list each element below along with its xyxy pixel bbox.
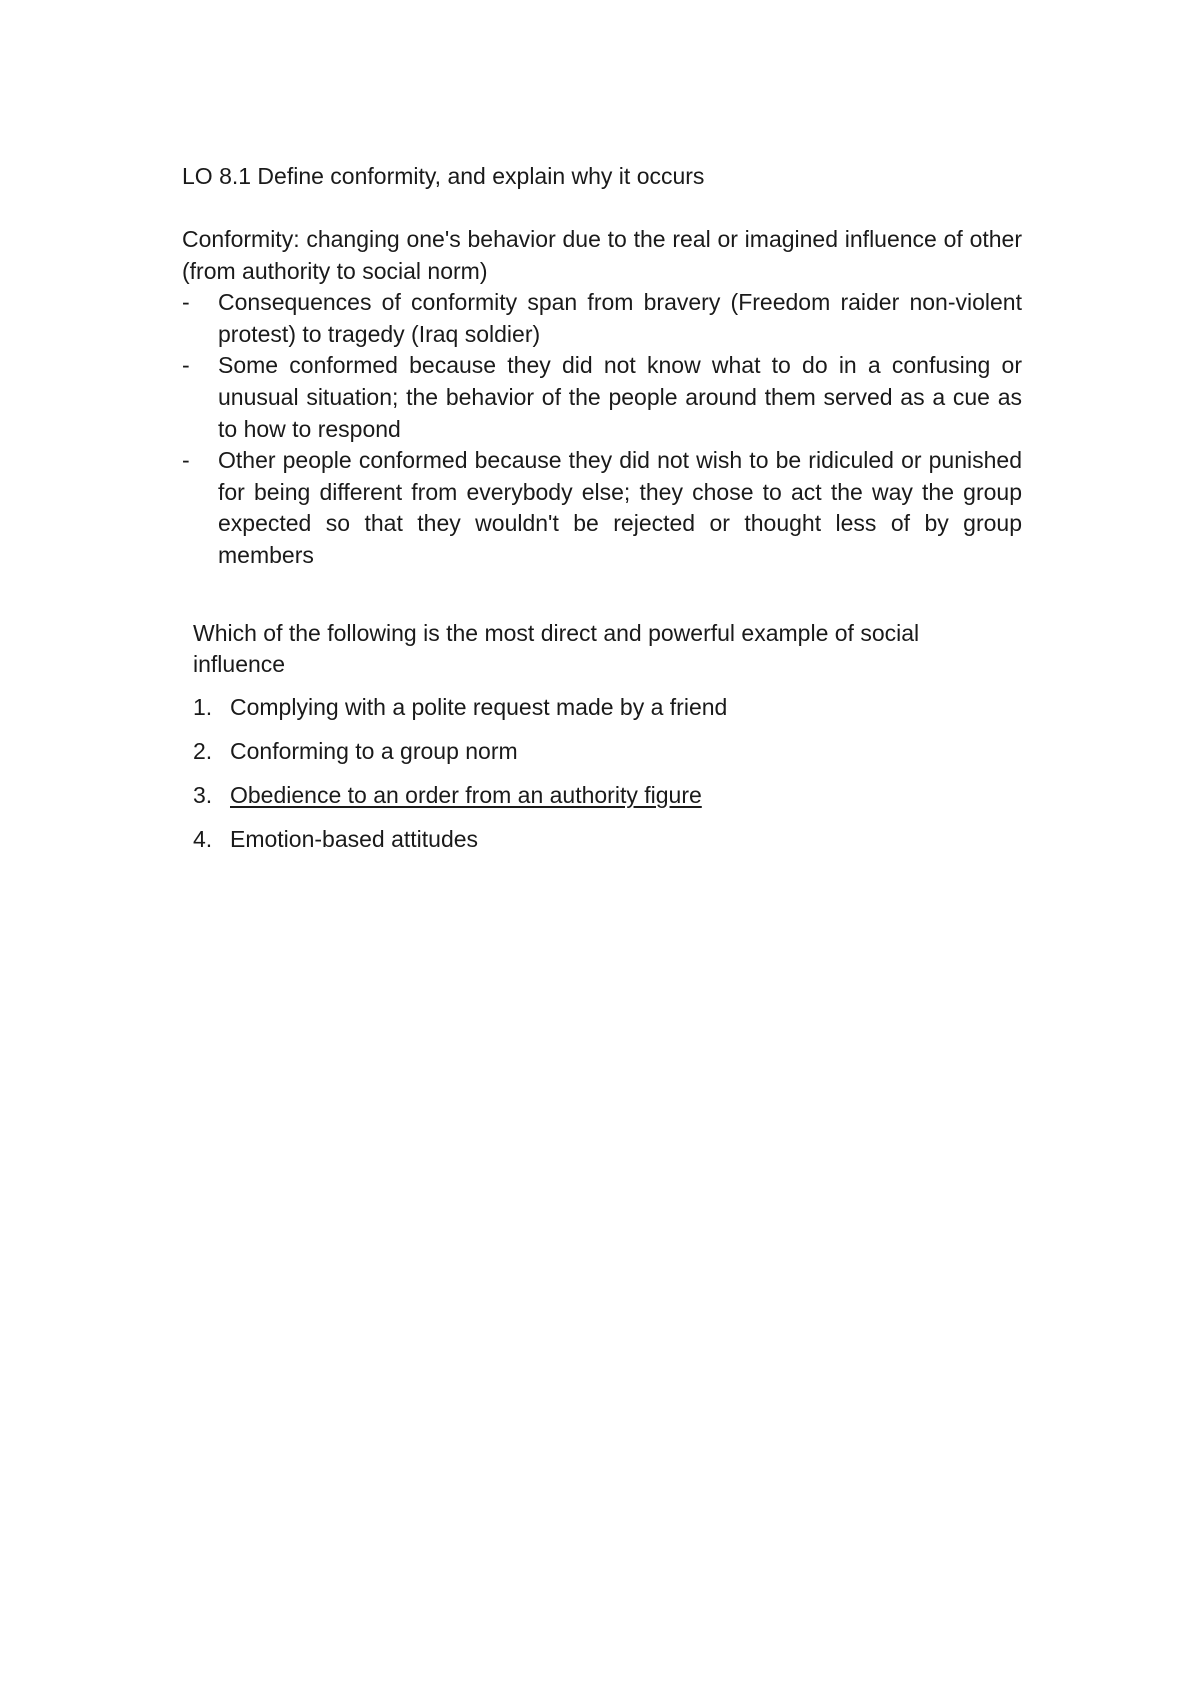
learning-objective-heading: LO 8.1 Define conformity, and explain why it occurs	[182, 163, 705, 189]
option-text: Complying with a polite request made by a friend	[230, 694, 728, 720]
option-number: 4.	[193, 826, 213, 852]
answer-option-4	[193, 824, 993, 855]
dash-marker: -	[182, 352, 190, 379]
list-item	[182, 287, 1022, 350]
option-number: 3.	[193, 782, 213, 808]
definition-section	[182, 224, 1022, 572]
option-text: Emotion-based attitudes	[230, 826, 479, 852]
conformity-definition: Conformity: changing one's behavior due to the real or imagined influence of other (from authority to social norm)	[182, 226, 1022, 284]
list-item	[182, 445, 1022, 571]
answer-option-1	[193, 692, 993, 723]
list-item	[182, 350, 1022, 445]
bullet-text: Other people conformed because they did not wish to be ridiculed or punished for being different from everybody else; they chose to act the way the group expected so that they wouldn't be rejected or thought less of by group members	[218, 447, 1022, 568]
answer-option-3	[193, 780, 993, 811]
answer-option-2	[193, 736, 993, 767]
bullet-text: Some conformed because they did not know what to do in a confusing or unusual situation; the behavior of the people around them served as a cue as to how to respond	[218, 352, 1022, 442]
question-section	[193, 618, 993, 868]
question-text: Which of the following is the most direct and powerful example of social influence	[193, 620, 920, 677]
correct-answer-text: Obedience to an order from an authority figure	[230, 782, 702, 808]
answer-options	[193, 692, 993, 855]
option-number: 2.	[193, 738, 213, 764]
dash-marker: -	[182, 447, 190, 474]
dash-marker: -	[182, 289, 190, 316]
option-text: Conforming to a group norm	[230, 738, 518, 764]
bullet-list	[182, 287, 1022, 571]
bullet-text: Consequences of conformity span from bravery (Freedom raider non-violent protest) to tragedy (Iraq soldier)	[218, 289, 1022, 347]
option-number: 1.	[193, 694, 213, 720]
